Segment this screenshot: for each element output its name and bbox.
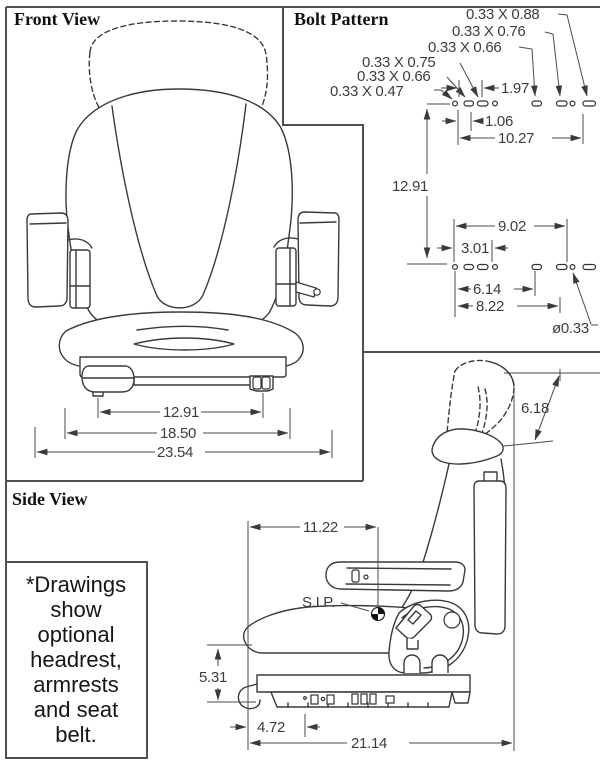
belt-retractor-left (70, 250, 90, 308)
slot-label-066-top: 0.33 X 0.66 (428, 39, 502, 56)
bolt-pattern-dimensions (392, 80, 598, 337)
backrest-front-outline (66, 89, 292, 328)
bolt-pattern-title: Bolt Pattern (294, 9, 389, 29)
note-line: show (50, 597, 102, 622)
bolt-slot (464, 101, 474, 106)
bolt-hole (493, 265, 498, 270)
rear-armrest-panel (474, 472, 506, 634)
dim-side-1122: 11.22 (303, 519, 338, 536)
dim-bolt-1291: 12.91 (392, 178, 429, 195)
dim-bolt-822: 8.22 (476, 298, 504, 315)
rear-foot (452, 692, 470, 703)
armrest-left-top-line (30, 223, 66, 224)
dim-front-overall-width: 23.54 (157, 444, 194, 461)
suspension-bracket (389, 600, 469, 673)
dim-bolt-106: 1.06 (485, 113, 513, 130)
armrest-left (27, 213, 68, 307)
bolt-holes-top-row (453, 101, 596, 106)
suspension-tab (404, 655, 420, 673)
bolt-pattern-drawing (330, 6, 598, 337)
armrest-side-bar (326, 562, 465, 591)
dim-side-2114: 21.14 (351, 735, 388, 752)
bolt-slot (583, 101, 596, 106)
bolt-slot (464, 265, 474, 270)
base-foot-left (82, 366, 134, 396)
bolt-hole (453, 265, 458, 270)
note-line: belt. (55, 722, 97, 747)
dim-bolt-hole-dia: ø0.33 (552, 320, 589, 337)
bolt-hole (570, 101, 575, 106)
dim-bolt-301: 3.01 (461, 240, 489, 257)
bolt-slot (557, 265, 568, 270)
dim-front-mount-width: 12.91 (163, 404, 200, 421)
dim-front-base-width: 18.50 (160, 425, 197, 442)
side-view-title: Side View (12, 489, 88, 509)
bolt-slot (583, 265, 596, 270)
bolt-hole (453, 101, 458, 106)
headrest-side-solid-edge (491, 362, 514, 386)
sip-label: S.I.P. (302, 594, 335, 611)
dim-bolt-197: 1.97 (501, 80, 529, 97)
note-text (26, 572, 126, 747)
dim-bolt-614: 6.14 (473, 281, 501, 298)
slot-label-075: 0.33 X 0.75 (362, 54, 436, 71)
dim-side-531: 5.31 (199, 669, 227, 686)
note-line: *Drawings (25, 572, 127, 597)
suspension-tab (432, 655, 448, 673)
front-view-dimensions (35, 393, 332, 461)
note-line: and seat (33, 697, 119, 722)
front-view-drawing (27, 21, 339, 461)
slot-label-088: 0.33 X 0.88 (466, 6, 540, 23)
bolt-slot (532, 101, 542, 106)
bolt-hole (493, 101, 498, 106)
note-line: armrests (33, 672, 119, 697)
backrest-top-lobe (432, 429, 503, 464)
side-view-drawing (199, 360, 600, 752)
dim-side-472: 4.72 (257, 719, 285, 736)
slot-label-047: 0.33 X 0.47 (330, 83, 404, 100)
bolt-slot (478, 101, 489, 106)
dim-bolt-902: 9.02 (498, 218, 526, 235)
bolt-slot (532, 265, 542, 270)
armrest-right-top-line (300, 222, 336, 223)
dim-bolt-1027: 10.27 (498, 130, 535, 147)
dim-side-618: 6.18 (521, 400, 549, 417)
bolt-holes-bottom-row (453, 265, 596, 270)
slot-label-066-left: 0.33 X 0.66 (357, 68, 431, 85)
note-line: optional (37, 622, 115, 647)
base-rail-side (238, 675, 470, 709)
suspension-hole (444, 612, 460, 628)
base-roller-right (250, 376, 273, 391)
base-front-lip (134, 378, 251, 385)
front-view-title: Front View (14, 9, 101, 29)
slot-label-076: 0.33 X 0.76 (452, 23, 526, 40)
note-line: headrest, (30, 647, 122, 672)
bolt-slot (478, 265, 489, 270)
bolt-hole (570, 265, 575, 270)
headrest-top-extension (504, 369, 600, 381)
bolt-slot (557, 101, 568, 106)
